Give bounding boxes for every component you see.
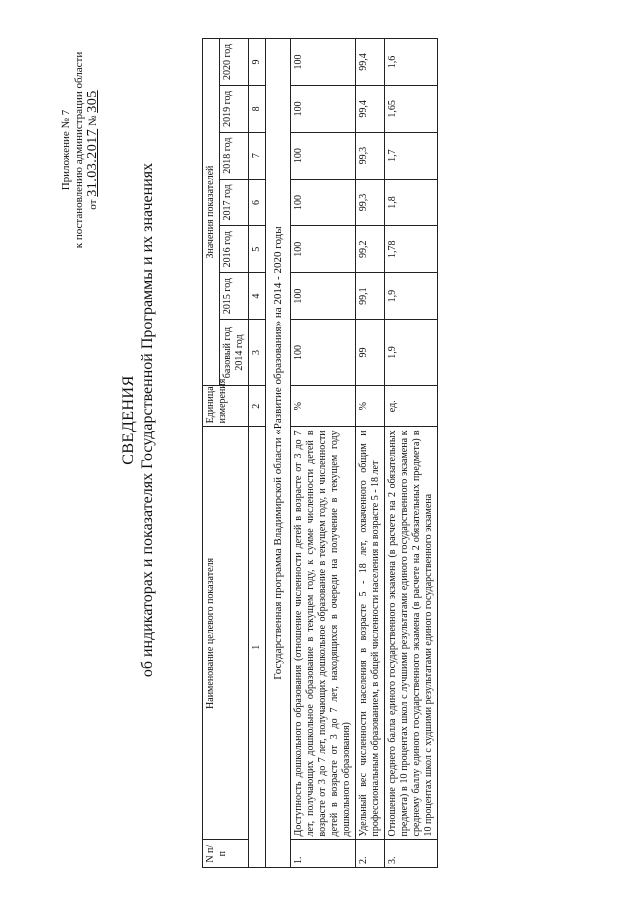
indicator-value: 100 [291, 273, 356, 320]
indicator-value: 1,7 [385, 132, 438, 179]
appendix-date: 31.03.2017 [85, 128, 100, 197]
header-year: базовый год 2014 год [220, 319, 249, 385]
table-row [385, 39, 438, 868]
indicators-table [202, 38, 438, 868]
title-main: СВЕДЕНИЯ [120, 375, 137, 465]
header-year: 2018 год [220, 132, 249, 179]
row-number: 1. [291, 840, 356, 868]
col-number: 4 [249, 273, 266, 320]
indicator-value: 99,3 [356, 132, 385, 179]
row-number: 2. [356, 840, 385, 868]
indicator-value: 1,78 [385, 226, 438, 273]
number-prefix: № [87, 115, 99, 127]
indicator-name: Удельный вес численности населения в возрасте 5 - 18 лет, охваченного общим и профессиональным образованием, в общей численности населения в возрасте 5 - 18 лет [356, 427, 385, 840]
header-year: 2017 год [220, 179, 249, 226]
column-number-row [249, 39, 266, 868]
header-values-group: Значения показателей [203, 39, 220, 386]
header-row-1 [203, 39, 220, 868]
indicator-name: Отношение среднего балла единого государственного экзамена (в расчете на 2 обязательных предмета) в 10 процентах школ с лучшими результатами единого государственного экзамена к среднему баллу единого государственного экзамена (в расчете на 2 обязательных предмета) в 10 процентах школ с худшими результатами единого государственного экзамена [385, 427, 438, 840]
rotated-document [40, 20, 600, 880]
indicator-value: 1,65 [385, 85, 438, 132]
col-number: 8 [249, 85, 266, 132]
indicator-value: 99,4 [356, 85, 385, 132]
indicator-value: 99,1 [356, 273, 385, 320]
title-sub: об индикаторах и показателях Государственной Программы и их значениях [139, 162, 156, 678]
col-number: 5 [249, 226, 266, 273]
indicator-value: 100 [291, 319, 356, 385]
appendix-number: Приложение № 7 [60, 109, 72, 191]
col-number: 3 [249, 319, 266, 385]
indicator-unit: % [291, 386, 356, 427]
table-row [291, 39, 356, 868]
header-year: 2016 год [220, 226, 249, 273]
document-title [120, 60, 157, 780]
indicator-value: 1,9 [385, 273, 438, 320]
header-year: 2019 год [220, 85, 249, 132]
indicator-value: 100 [291, 132, 356, 179]
header-name: Наименование целевого показателя [203, 427, 249, 840]
indicator-value: 100 [291, 226, 356, 273]
program-title: Государственная программа Владимирской области «Развитие образования» на 2014 - 2020 годы [266, 39, 291, 868]
indicator-name: Доступность дошкольного образования (отношение численности детей в возрасте от 3 до 7 лет, получающих дошкольное образование в текущем году, к сумме численности детей в возрасте от 3 до 7 лет, получающих дошкольное образование в текущем году, и численности детей в возрасте от 3 до 7 лет, находящихся в очереди на получение в текущем году дошкольного образования) [291, 427, 356, 840]
col-number: 9 [249, 39, 266, 86]
appendix-date-line [86, 40, 100, 260]
indicator-value: 100 [291, 179, 356, 226]
indicator-value: 100 [291, 39, 356, 86]
table-row [356, 39, 385, 868]
indicator-unit: % [356, 386, 385, 427]
indicator-value: 1,6 [385, 39, 438, 86]
col-number: 7 [249, 132, 266, 179]
indicator-value: 1,9 [385, 319, 438, 385]
indicator-value: 99,4 [356, 39, 385, 86]
appendix-doc-number: 305 [85, 90, 100, 113]
col-number: 1 [249, 427, 266, 868]
indicator-value: 1,8 [385, 179, 438, 226]
col-number: 6 [249, 179, 266, 226]
header-unit: Единица измерения [203, 386, 249, 427]
header-num: N п/п [203, 840, 249, 868]
row-number: 3. [385, 840, 438, 868]
indicator-value: 99,3 [356, 179, 385, 226]
header-year: 2015 год [220, 273, 249, 320]
from-prefix: от [87, 199, 99, 210]
indicator-value: 100 [291, 85, 356, 132]
header-year: 2020 год [220, 39, 249, 86]
appendix-block [60, 40, 100, 260]
indicator-unit: ед. [385, 386, 438, 427]
indicator-value: 99,2 [356, 226, 385, 273]
program-row [266, 39, 291, 868]
col-number: 2 [249, 386, 266, 427]
appendix-to-line: к постановлению администрации области [73, 51, 85, 249]
indicator-value: 99 [356, 319, 385, 385]
